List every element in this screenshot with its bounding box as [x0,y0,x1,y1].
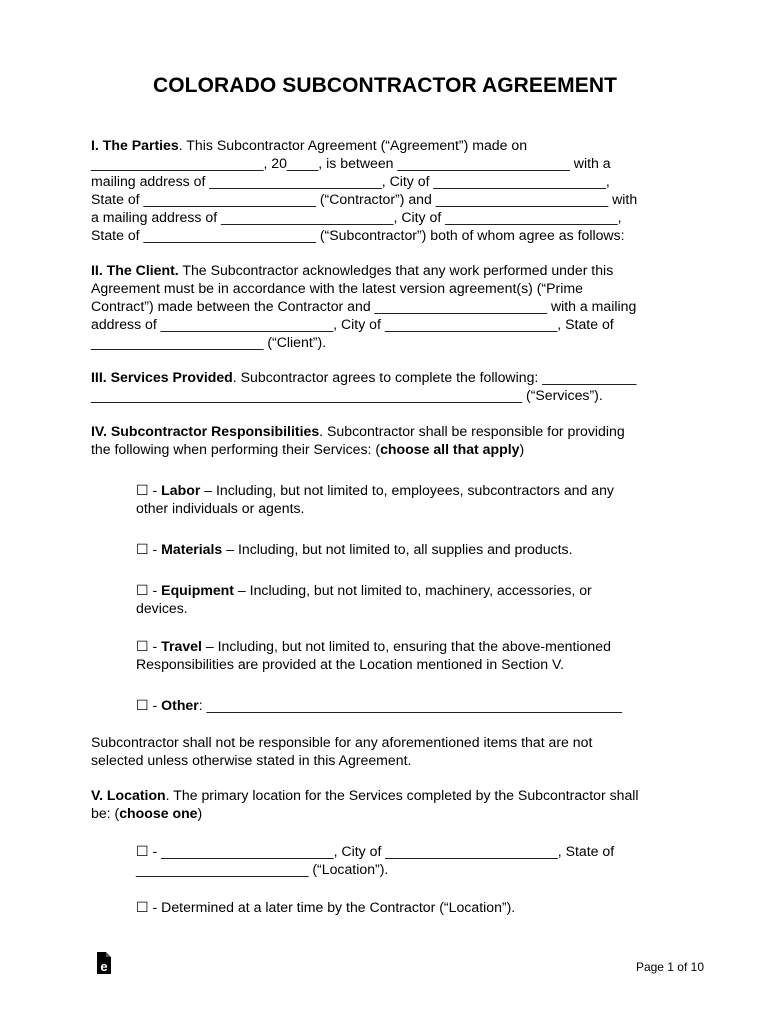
other-blank[interactable]: : _____________________________________________________ [198,697,623,713]
checkbox-icon[interactable]: ☐ - [136,541,162,557]
checkbox-item-travel[interactable] [136,637,676,655]
checkbox-icon[interactable]: ☐ - [136,697,162,713]
checkbox-item-materials[interactable] [136,540,676,558]
instruction-bold: choose one [119,805,198,821]
responsibilities-instruction [91,440,681,458]
instruction-bold: choose all that apply [380,441,520,457]
client-line: Agreement must be in accordance with the latest version agreement(s) (“Prime [91,280,583,296]
section-services [91,368,681,386]
item-label: Labor [161,482,201,498]
section-parties [91,136,681,154]
eforms-logo-icon [95,952,113,976]
svg-text:e: e [100,959,108,974]
document-title: COLORADO SUBCONTRACTOR AGREEMENT [152,74,618,97]
client-line: address of ______________________, City of ______________________, State of [91,316,614,332]
section-text: . Subcontractor shall be responsible for providing [319,423,625,439]
item-text-cont: Responsibilities are provided at the Location mentioned in Section V. [136,656,565,672]
location-option-address[interactable]: ☐ - ______________________, City of ______________________, State of [136,843,615,859]
section-heading: V. Location [91,787,166,803]
section-heading: IV. Subcontractor Responsibilities [91,423,320,439]
item-text-cont: devices. [136,600,188,616]
client-line: Contract”) made between the Contractor and ______________________ with a mailing [91,298,637,314]
parties-line: State of ______________________ (“Contractor”) and ______________________ with [91,191,638,207]
checkbox-icon[interactable]: ☐ - [136,482,162,498]
checkbox-icon[interactable]: ☐ - [136,638,162,654]
parties-line: ______________________, 20____, is between ______________________ with a [91,155,611,171]
item-label: Materials [161,541,223,557]
item-label: Equipment [161,582,234,598]
location-instruction [91,804,681,822]
instruction-text: ) [519,441,525,457]
item-label: Travel [161,638,202,654]
client-line: ______________________ (“Client”). [91,334,327,350]
item-text: – Including, but not limited to, machinery, accessories, or [234,582,592,598]
section-heading: III. Services Provided [91,369,233,385]
parties-line: a mailing address of ______________________, City of ______________________, [91,209,622,225]
section-text: . This Subcontractor Agreement (“Agreement”) made on [178,137,528,153]
page-number: Page 1 of 10 [635,960,704,974]
section-location [91,786,681,804]
checkbox-icon[interactable]: ☐ - [136,582,162,598]
instruction-text: ) [197,805,203,821]
responsibilities-closing: Subcontractor shall not be responsible for any aforementioned items that are not [91,734,593,750]
checkbox-item-equipment[interactable] [136,581,676,599]
parties-line: mailing address of ______________________, City of ______________________, [91,173,610,189]
section-client [91,261,681,279]
parties-line: State of ______________________ (“Subcontractor”) both of whom agree as follows: [91,227,625,243]
item-label: Other [161,697,199,713]
item-text-cont: other individuals or agents. [136,500,305,516]
instruction-text: the following when performing their Services: ( [91,441,381,457]
checkbox-item-other[interactable] [136,696,676,714]
section-text: The Subcontractor acknowledges that any work performed under this [178,262,614,278]
section-responsibilities [91,422,681,440]
responsibilities-closing: selected unless otherwise stated in this Agreement. [91,752,412,768]
item-text: – Including, but not limited to, all supplies and products. [222,541,573,557]
instruction-text: be: ( [91,805,120,821]
services-line: _______________________________________________________ (“Services”). [91,387,603,403]
section-text: . The primary location for the Services completed by the Subcontractor shall [165,787,639,803]
item-text: – Including, but not limited to, employees, subcontractors and any [200,482,614,498]
item-text: – Including, but not limited to, ensuring that the above-mentioned [201,638,611,654]
section-text: . Subcontractor agrees to complete the following: ____________ [232,369,637,385]
checkbox-item-labor[interactable] [136,481,676,499]
section-heading: II. The Client. [91,262,179,278]
location-option-address-cont: ______________________ (“Location”). [136,861,389,877]
section-heading: I. The Parties [91,137,179,153]
location-option-later[interactable]: ☐ - Determined at a later time by the Contractor (“Location”). [136,899,516,915]
